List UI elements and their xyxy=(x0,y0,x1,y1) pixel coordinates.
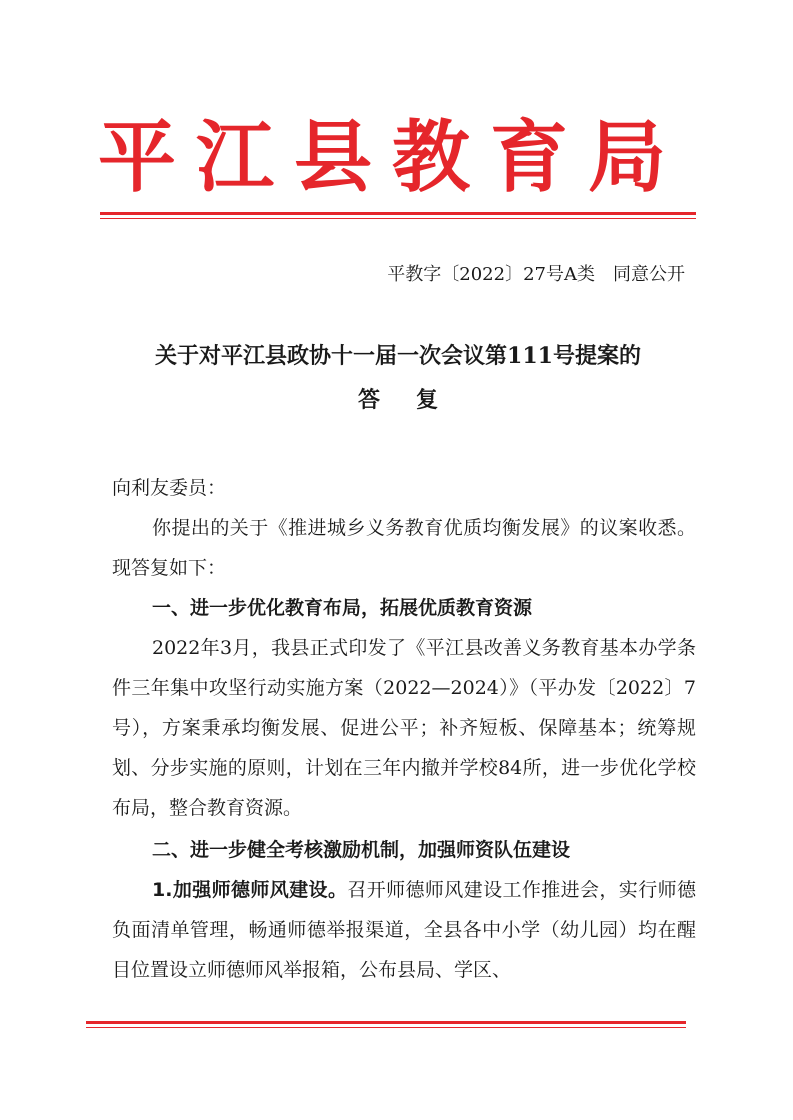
paragraph-3 xyxy=(112,870,696,990)
document-number: 平教字〔2022〕27号A类 同意公开 xyxy=(387,264,685,285)
letterhead-organization-name: 平江县教育局 xyxy=(98,112,687,203)
footer-divider-thin xyxy=(86,1027,686,1028)
document-title-line-1: 关于对平江县政协十一届一次会议第111号提案的 xyxy=(155,343,641,369)
paragraph-2: 2022年3月，我县正式印发了《平江县改善义务教育基本办学条件三年集中攻坚行动实施方案（2022—2024）》（平办发〔2022〕7号），方案秉承均衡发展、促进公平；补齐短板、保障基本；统筹规划、分步实施的原则，计划在三年内撤并学校84所，进一步优化学校布局，整合教育资源。 xyxy=(112,637,696,819)
paragraph-3-lead: 1.加强师德师风建设。 xyxy=(152,879,348,901)
letterhead-divider-thin xyxy=(100,218,696,219)
letterhead-divider-thick xyxy=(100,212,696,215)
footer-divider-thick xyxy=(86,1021,686,1024)
paragraph-3-text: 召开师德师风建设工作推进会，实行师德负面清单管理，畅通师德举报渠道，全县各中小学（幼儿园）均在醒目位置设立师德师风举报箱，公布县局、学区、 xyxy=(112,879,696,981)
document-title-line-2: 答复 xyxy=(357,387,474,413)
paragraph-1: 你提出的关于《推进城乡义务教育优质均衡发展》的议案收悉。现答复如下： xyxy=(112,517,696,579)
section-heading-2: 二、进一步健全考核激励机制，加强师资队伍建设 xyxy=(152,839,571,861)
salutation: 向利友委员： xyxy=(112,477,227,499)
section-heading-1: 一、进一步优化教育布局，拓展优质教育资源 xyxy=(152,597,533,619)
